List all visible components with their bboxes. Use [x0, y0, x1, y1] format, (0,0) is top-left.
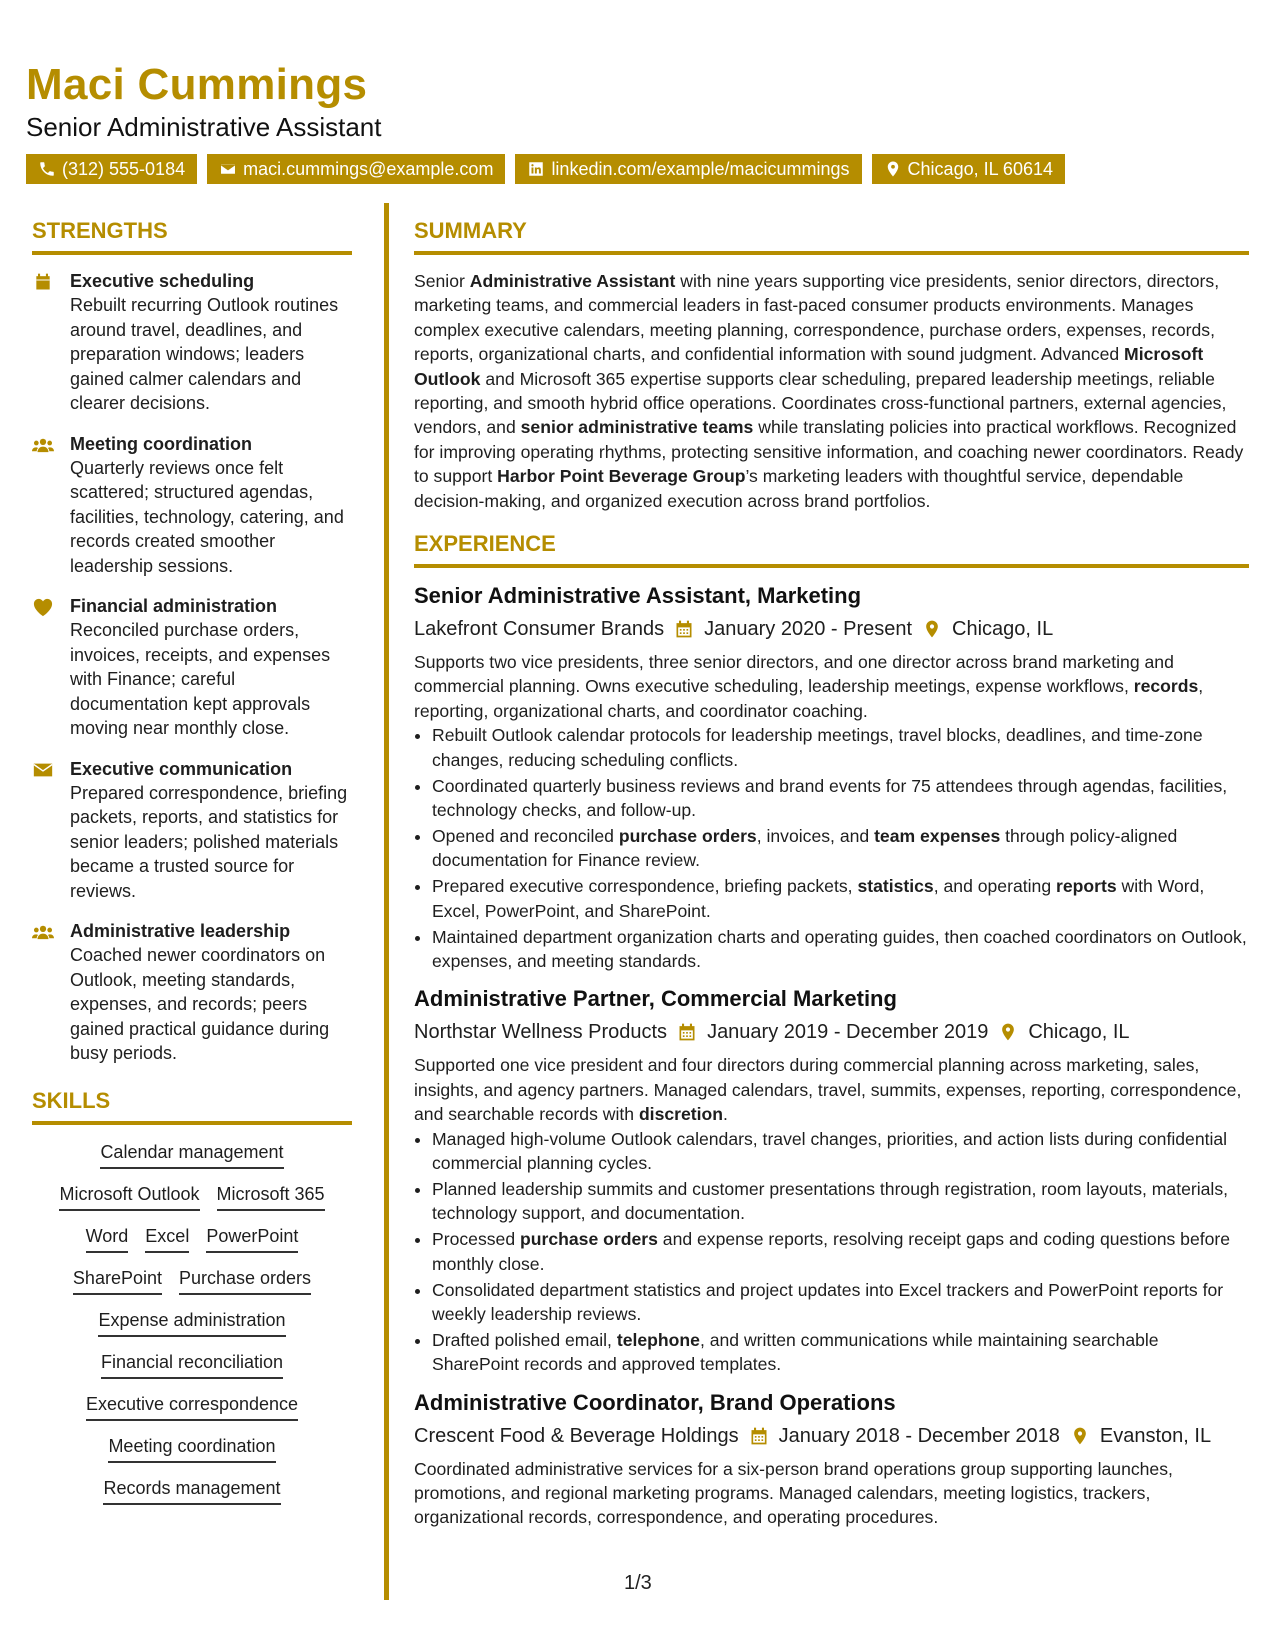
skill-tag: Calendar management — [100, 1139, 283, 1169]
users-icon — [32, 922, 54, 942]
summary-heading: SUMMARY — [414, 218, 1249, 255]
text-run: Senior — [414, 271, 470, 291]
emphasis-text: records — [1133, 676, 1199, 697]
text-run: Coordinated quarterly business reviews and brand events for 75 attendees through agendas, facilities, technology checks, and follow-up. — [432, 775, 1228, 820]
strength-desc: Reconciled purchase orders, invoices, receipts, and expenses with Finance; careful documentation kept approvals moving near monthly close. — [70, 620, 331, 738]
contact-phone[interactable] — [26, 154, 197, 184]
bullet-item — [432, 824, 1249, 873]
skill-row — [32, 1265, 352, 1295]
strength-item — [32, 757, 352, 904]
skill-row — [32, 1475, 352, 1505]
skill-row — [32, 1307, 352, 1337]
job-entry — [414, 582, 1249, 973]
text-run: ’s marketing leaders with thoughtful service, dependable decision-making, and organized execution across brand portfolios. — [414, 466, 1184, 511]
strength-title: Meeting coordination — [70, 433, 252, 454]
left-column — [32, 218, 352, 1517]
strength-title: Financial administration — [70, 596, 278, 616]
job-bullets — [414, 723, 1249, 973]
job-dates: January 2018 - December 2018 — [778, 1424, 1060, 1447]
text-run: Supports two vice presidents, three senior directors, and one director across brand marketing and commercial planning. Owns executive scheduling, leadership meetings, expense workflows, — [414, 652, 1174, 697]
contact-linkedin-text: linkedin.com/example/macicummings — [551, 159, 850, 179]
skill-tag: Microsoft Outlook — [59, 1181, 199, 1211]
skill-tag: Microsoft 365 — [217, 1181, 325, 1211]
strength-item — [32, 594, 352, 741]
heart-icon — [32, 597, 54, 617]
calendar-icon — [749, 1425, 769, 1447]
skill-row — [32, 1181, 352, 1211]
emphasis-text: Administrative Assistant — [469, 271, 676, 291]
text-run: . — [723, 1104, 728, 1125]
candidate-name: Maci Cummings — [26, 60, 368, 109]
emphasis-text: team expenses — [874, 825, 1001, 846]
map-pin-icon — [884, 160, 902, 178]
text-run: Prepared executive correspondence, briefing packets, — [432, 876, 858, 897]
contact-bar — [26, 154, 1065, 184]
skill-row — [32, 1223, 352, 1253]
calendar-icon — [674, 618, 694, 640]
skill-list — [32, 1139, 352, 1505]
map-pin-icon — [998, 1021, 1018, 1043]
contact-linkedin[interactable] — [515, 154, 861, 184]
bullet-item — [432, 874, 1249, 923]
skill-tag: PowerPoint — [206, 1223, 298, 1253]
bullet-item — [432, 1127, 1249, 1176]
strength-item — [32, 432, 352, 579]
text-run: with nine years supporting vice presidents, senior directors, directors, marketing teams, and commercial leaders in fast-paced consumer products environments. Manages complex executive calendars, meeting planning, correspondence, purchase orders, expenses, records, reports, organizational charts, and confidential information with sound judgment. Advanced — [414, 271, 1220, 365]
map-pin-icon — [922, 618, 942, 640]
experience-list — [414, 582, 1249, 1530]
job-title: Senior Administrative Assistant, Marketing — [414, 583, 862, 609]
strength-item — [32, 919, 352, 1066]
text-run: Opened and reconciled — [432, 825, 619, 846]
skill-tag: Expense administration — [98, 1307, 285, 1337]
skill-tag: Word — [86, 1223, 129, 1253]
text-run: and expense reports, resolving receipt gaps and coding questions before monthly close. — [432, 1229, 1231, 1274]
contact-email-text: maci.cummings@example.com — [243, 159, 494, 179]
map-pin-icon — [1070, 1425, 1090, 1447]
strength-title: Administrative leadership — [70, 921, 291, 941]
text-run: with Word, Excel, PowerPoint, and SharePoint. — [432, 876, 1205, 921]
strength-desc: Rebuilt recurring Outlook routines around travel, deadlines, and preparation windows; leaders gained calmer calendars and clearer decisions. — [70, 295, 339, 413]
emphasis-text: senior administrative teams — [520, 417, 754, 438]
text-run: , invoices, and — [756, 825, 875, 846]
strength-title: Executive scheduling — [70, 271, 255, 291]
job-meta — [414, 616, 1249, 642]
skill-tag: SharePoint — [73, 1265, 162, 1295]
text-run: through policy-aligned documentation for Finance review. — [432, 825, 1178, 871]
emphasis-text: statistics — [857, 876, 934, 897]
emphasis-text: Harbor Point Beverage Group — [497, 466, 746, 487]
emphasis-text: reports — [1056, 876, 1117, 897]
users-icon — [32, 435, 54, 455]
job-dates: January 2019 - December 2019 — [707, 1021, 989, 1044]
skill-tag: Financial reconciliation — [101, 1349, 283, 1379]
contact-location — [872, 154, 1065, 184]
bullet-item — [432, 774, 1249, 823]
emphasis-text: purchase orders — [520, 1229, 658, 1250]
bullet-item — [432, 1227, 1249, 1276]
job-location: Evanston, IL — [1099, 1424, 1212, 1447]
emphasis-text: purchase orders — [618, 825, 757, 846]
strength-desc: Prepared correspondence, briefing packets, reports, and statistics for senior leaders; polished materials became a trusted source for reviews. — [70, 782, 348, 901]
phone-icon — [38, 160, 56, 178]
job-company: Lakefront Consumer Brands — [414, 618, 665, 641]
skill-row — [32, 1139, 352, 1169]
text-run: , and operating — [933, 876, 1056, 897]
job-company: Northstar Wellness Products — [414, 1021, 668, 1044]
strength-item — [32, 269, 352, 416]
bullet-item — [432, 1177, 1249, 1226]
emphasis-text: discretion — [638, 1104, 724, 1125]
candidate-headline: Senior Administrative Assistant — [26, 112, 382, 142]
job-bullets — [414, 1127, 1249, 1377]
job-entry — [414, 985, 1249, 1376]
text-run: Drafted polished email, — [432, 1329, 617, 1350]
bullet-item — [432, 723, 1249, 772]
job-company: Crescent Food & Beverage Holdings — [414, 1424, 739, 1447]
text-run: , and written communications while maintaining searchable SharePoint records and approved templates. — [432, 1329, 1159, 1375]
bullet-item — [432, 1328, 1249, 1377]
job-summary — [414, 650, 1249, 723]
text-run: Supported one vice president and four directors during commercial planning across marketing, sales, insights, and agency partners. Managed calendars, travel, summits, expenses, reporting, correspondence, and searchable records with — [414, 1055, 1242, 1125]
calendar-icon — [677, 1021, 697, 1043]
strength-desc: Coached newer coordinators on Outlook, meeting standards, expenses, and records; peers gained practical guidance during busy periods. — [70, 945, 330, 1063]
contact-phone-text: (312) 555-0184 — [62, 159, 186, 179]
text-run: Rebuilt Outlook calendar protocols for leadership meetings, travel blocks, deadlines, and time-zone changes, reducing scheduling conflicts. — [432, 725, 1203, 770]
text-run: Consolidated department statistics and project updates into Excel trackers and PowerPoint reports for weekly leadership reviews. — [432, 1279, 1224, 1324]
contact-location-text: Chicago, IL 60614 — [907, 159, 1053, 179]
column-divider — [384, 203, 389, 1600]
job-location: Chicago, IL — [952, 618, 1054, 641]
job-summary — [414, 1457, 1249, 1530]
text-run: while translating policies into practical workflows. Recognized for improving operating rhythms, protecting sensitive information, and coaching newer coordinators. Ready to support — [414, 417, 1244, 487]
skill-row — [32, 1349, 352, 1379]
bullet-item — [432, 925, 1249, 974]
job-entry — [414, 1389, 1249, 1530]
envelope-icon — [219, 160, 237, 178]
text-run: Processed — [432, 1229, 521, 1250]
strength-desc: Quarterly reviews once felt scattered; structured agendas, facilities, technology, catering, and records created smoother leadership sessions. — [70, 457, 344, 576]
job-meta — [414, 1423, 1249, 1449]
job-dates: January 2020 - Present — [704, 618, 913, 641]
emphasis-text: telephone — [616, 1329, 700, 1350]
job-summary — [414, 1053, 1249, 1126]
skill-row — [32, 1391, 352, 1421]
page-number: 1/3 — [624, 1572, 652, 1594]
text-run: , reporting, organizational charts, and coordinator coaching. — [414, 676, 1204, 721]
skill-tag: Records management — [103, 1475, 280, 1505]
strength-title: Executive communication — [70, 758, 293, 779]
skill-tag: Meeting coordination — [108, 1433, 275, 1463]
skills-heading: SKILLS — [32, 1088, 352, 1125]
strengths-heading: STRENGTHS — [32, 218, 352, 255]
experience-heading: EXPERIENCE — [414, 531, 1249, 568]
skill-tag: Excel — [145, 1223, 189, 1253]
calendar-icon — [32, 272, 54, 292]
job-title: Administrative Partner, Commercial Marketing — [414, 986, 897, 1012]
skill-row — [32, 1433, 352, 1463]
right-column — [414, 218, 1249, 1530]
job-location: Chicago, IL — [1028, 1021, 1130, 1044]
text-run: Coordinated administrative services for a six-person brand operations group supporting launches, promotions, and regional marketing programs. Managed calendars, meeting logistics, trackers, organizational records, correspondence, and operating procedures. — [414, 1458, 1173, 1528]
skill-tag: Purchase orders — [179, 1265, 311, 1295]
text-run: Managed high-volume Outlook calendars, travel changes, priorities, and action lists during confidential commercial planning cycles. — [432, 1128, 1228, 1173]
job-title: Administrative Coordinator, Brand Operations — [414, 1389, 896, 1415]
text-run: and Microsoft 365 expertise supports clear scheduling, prepared leadership meetings, reliable reporting, and smooth hybrid office operations. Coordinates cross-functional partners, external agencies, vendors, and — [414, 368, 1227, 438]
emphasis-text: Microsoft Outlook — [414, 344, 1204, 389]
bullet-item — [432, 1278, 1249, 1327]
linkedin-icon — [527, 160, 545, 178]
skill-tag: Executive correspondence — [86, 1391, 298, 1421]
envelope-icon — [32, 760, 54, 780]
contact-email[interactable] — [207, 154, 505, 184]
job-meta — [414, 1019, 1249, 1045]
text-run: Maintained department organization charts and operating guides, then coached coordinators on Outlook, expenses, and meeting standards. — [432, 926, 1247, 971]
summary-text — [414, 269, 1249, 513]
text-run: Planned leadership summits and customer presentations through registration, room layouts, materials, technology support, and documentation. — [432, 1178, 1229, 1224]
